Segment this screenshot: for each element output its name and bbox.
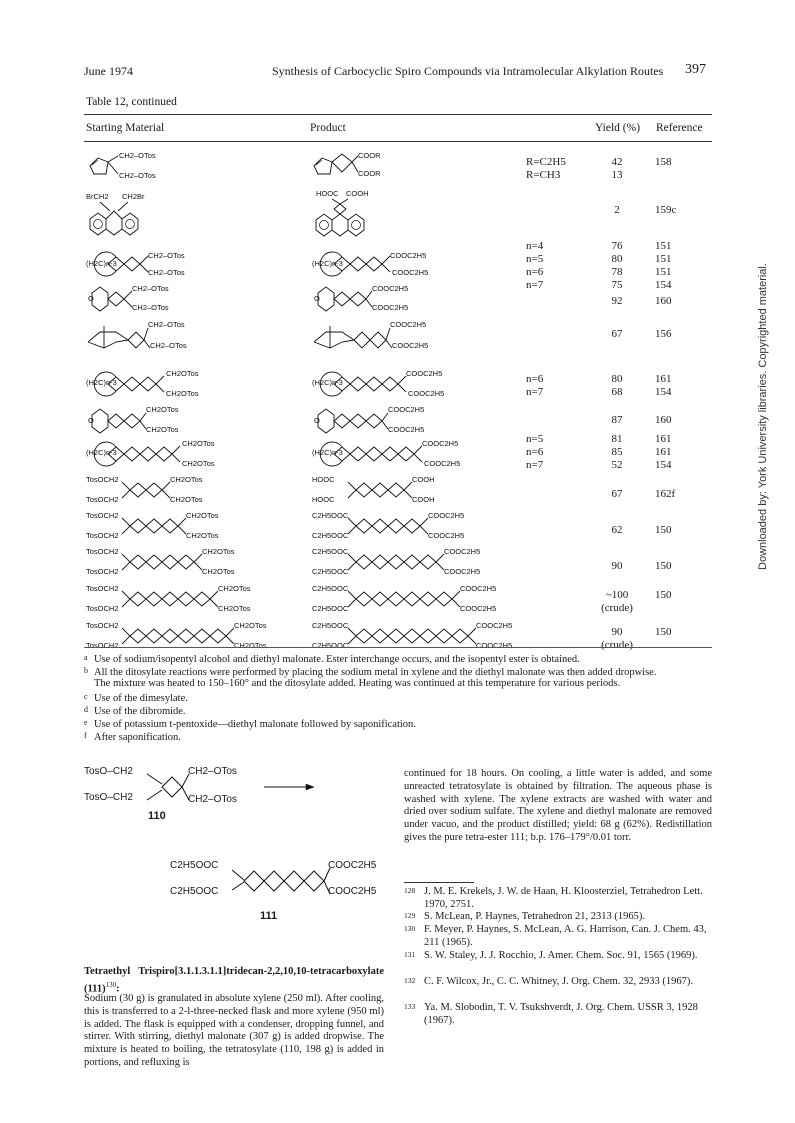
ref: 159c xyxy=(655,204,677,216)
reaction-scheme xyxy=(84,762,384,932)
sm-label: TosOCH2 xyxy=(86,475,119,484)
scheme-label: C2H5OOC xyxy=(170,886,219,897)
structure-sm-row1 xyxy=(86,193,196,241)
sm-label: CH2–OTos xyxy=(132,303,169,312)
spiro-anthracene-svg xyxy=(312,190,422,242)
sm-label: CH2OTos xyxy=(182,459,215,468)
sm-label: CH2OTos xyxy=(234,641,267,650)
pr-label: COOH xyxy=(412,475,435,484)
pr-label: COOC2H5 xyxy=(444,547,481,556)
pr-label: C2H5OOC xyxy=(312,604,349,613)
reference-130: 130 F. Meyer, P. Haynes, S. McLean, A. G. Harrison, Can. J. Chem. 43, 211 (1965). xyxy=(404,924,707,948)
pr-label: COOC2H5 xyxy=(424,459,461,468)
pr-label: COOH xyxy=(412,495,435,504)
pr-label: O xyxy=(314,294,320,303)
footnote-b: b All the ditosylate reactions were performed by placing the sodium metal in xylene and the diethyl malonate was then added dropwise. xyxy=(84,666,657,678)
ref: 150 xyxy=(655,626,672,638)
reference-128: 128 J. M. E. Krekels, J. W. de Haan, H. Kloosterziel, Tetrahedron Lett. 1970, 2751. xyxy=(404,886,703,910)
pr-label: C2H5OOC xyxy=(312,621,349,630)
pr-label: COOC2H5 xyxy=(428,511,465,520)
yield: 67 xyxy=(611,488,623,500)
cond: n=5 xyxy=(526,253,544,265)
dihydroanthracene-svg xyxy=(86,193,196,241)
pr-label: (H2C)n-3 xyxy=(312,259,343,268)
pr-label: COOC2H5 xyxy=(476,621,513,630)
ref: 151 xyxy=(655,266,672,278)
pr-label: COOC2H5 xyxy=(406,369,443,378)
pr-label: (H2C)n-3 xyxy=(312,378,343,387)
reference-131: 131 S. W. Staley, J. J. Rocchio, J. Amer. Chem. Soc. 91, 1565 (1969). xyxy=(404,950,698,961)
pr-label: COOC2H5 xyxy=(372,284,409,293)
scheme-label: TosO–CH2 xyxy=(84,766,133,777)
pr-label: COOC2H5 xyxy=(388,425,425,434)
references-rule xyxy=(404,882,474,883)
col-starting-material: Starting Material xyxy=(86,122,165,134)
pr-label: COOC2H5 xyxy=(408,389,445,398)
sm-label: CH2–OTos xyxy=(150,341,187,350)
footnote-mark: f xyxy=(84,731,87,740)
sm-label: CH2OTos xyxy=(166,369,199,378)
yield: 92 xyxy=(611,295,623,307)
ref: 154 xyxy=(655,279,672,291)
sm-label: CH2–OTos xyxy=(132,284,169,293)
yield: 68 xyxy=(611,386,623,398)
cond: R=CH3 xyxy=(526,169,561,181)
pr-label: O xyxy=(314,416,320,425)
cond: n=7 xyxy=(526,279,544,291)
ref: 160 xyxy=(655,295,672,307)
sm-label: CH2–OTos xyxy=(119,151,156,160)
structure-sm-row5 xyxy=(86,368,216,400)
procedure-continued: continued for 18 hours. On cooling, a little water is added, and some unreacted tetratosylate is obtained by filtration. The aqueous phase is washed with xylene. The xylene extracts are washed with water and dried over sodium sulfate. The xylene and diethyl malonate are removed under vacuo, and the product distilled; yield: 68 g (62%). Redistillation gives the pure tetra-ester 111; b.p. 176–179°/0.01 torr. xyxy=(404,768,712,843)
yield: 2 xyxy=(614,204,620,216)
structure-pr-row2 xyxy=(312,247,462,279)
pr-label: COOC2H5 xyxy=(388,405,425,414)
cond: n=5 xyxy=(526,433,544,445)
structure-sm-row7 xyxy=(86,438,236,470)
sm-label: CH2OTos xyxy=(218,584,251,593)
pr-label: COOC2H5 xyxy=(392,341,429,350)
cond: R=C2H5 xyxy=(526,156,566,168)
pr-label: C2H5OOC xyxy=(312,547,349,556)
sm-label: O xyxy=(88,416,94,425)
footnote-c: c Use of the dimesylate. xyxy=(84,692,188,704)
yield: 52 xyxy=(611,459,623,471)
structure-pr-row3 xyxy=(312,283,442,315)
pr-label: C2H5OOC xyxy=(312,584,349,593)
yield: 62 xyxy=(611,524,623,536)
sm-label: CH2OTos xyxy=(170,495,203,504)
ref: 161 xyxy=(655,446,672,458)
structure-pr-row0 xyxy=(312,152,422,188)
pr-label: COOC2H5 xyxy=(422,439,459,448)
reference-129: 129 S. McLean, P. Haynes, Tetrahedron 21, 2313 (1965). xyxy=(404,911,645,922)
sm-label: TosOCH2 xyxy=(86,641,119,650)
sm-label: CH2OTos xyxy=(166,389,199,398)
ref: 162f xyxy=(655,488,676,500)
sm-label: CH2OTos xyxy=(182,439,215,448)
ref: 154 xyxy=(655,459,672,471)
cond: n=6 xyxy=(526,446,544,458)
header-date: June 1974 xyxy=(84,64,133,78)
yield: 80 xyxy=(611,373,623,385)
structure-pr-row5 xyxy=(312,368,482,400)
sm-label: CH2–OTos xyxy=(148,320,185,329)
pr-label: COOC2H5 xyxy=(476,641,513,650)
structure-sm-row4 xyxy=(86,318,206,354)
sm-label: CH2OTos xyxy=(202,547,235,556)
ref: 154 xyxy=(655,386,672,398)
reference-133: 133 Ya. M. Slobodin, T. V. Tsukshverdt, J. Org. Chem. USSR 3, 1928 (1967). xyxy=(404,1002,698,1026)
running-title: Synthesis of Carbocyclic Spiro Compounds via Intramolecular Alkylation Routes xyxy=(272,64,664,78)
cond: n=6 xyxy=(526,266,544,278)
sm-label: TosOCH2 xyxy=(86,547,119,556)
pr-label: COOC2H5 xyxy=(460,584,497,593)
yield: 67 xyxy=(611,328,623,340)
structure-pr-row1 xyxy=(312,190,422,242)
yield: 90 xyxy=(611,560,623,572)
yield: 13 xyxy=(611,169,623,181)
pr-label: COOH xyxy=(346,189,369,198)
structure-pr-row6 xyxy=(312,405,462,437)
sm-label: CH2OTos xyxy=(146,405,179,414)
pr-label: COOC2H5 xyxy=(444,567,481,576)
pr-label: C2H5OOC xyxy=(312,511,349,520)
procedure-heading: Tetraethyl Trispiro[3.1.1.3.1.1]tridecan-2,2,10,10-tetracarboxylate $(111)^{130}$: xyxy=(84,966,384,995)
sm-label: BrCH2 xyxy=(86,192,109,201)
sm-label: CH2OTos xyxy=(186,531,219,540)
pr-label: COOC2H5 xyxy=(392,268,429,277)
ref: 158 xyxy=(655,156,672,168)
cond: n=6 xyxy=(526,373,544,385)
footnote-f: f After saponification. xyxy=(84,731,181,743)
yield: 78 xyxy=(611,266,623,278)
footnote-a: a Use of sodium/isopentyl alcohol and diethyl malonate. Ester interchange occurs, and the isopentyl ester is obtained. xyxy=(84,653,580,665)
sm-label: CH2OTos xyxy=(170,475,203,484)
sm-label: CH2OTos xyxy=(234,621,267,630)
pr-label: C2H5OOC xyxy=(312,641,349,650)
yield: 75 xyxy=(611,279,623,291)
pr-label: (H2C)n-3 xyxy=(312,448,343,457)
yield: 81 xyxy=(611,433,623,445)
procedure-text: Sodium (30 g) is granulated in absolute xylene (250 ml). After cooling, this is transferred to a 2-l-three-necked flask and more xylene (950 ml) is added. The flask is equipped with a condenser, dropping funnel, and stirrer. With stirring, diethyl malonate (307 g) is added dropwise. The mixture is heated to boiling, the tetratosylate (110, 198 g) is added in portions, and refluxing is xyxy=(84,993,384,1068)
sm-label: TosOCH2 xyxy=(86,604,119,613)
footnote-mark: a xyxy=(84,653,88,662)
footnote-mark: c xyxy=(84,692,88,701)
pr-label: HOOC xyxy=(312,475,335,484)
footnote-mark: b xyxy=(84,666,88,675)
page-number: 397 xyxy=(685,62,706,77)
structure-sm-row0 xyxy=(86,152,196,188)
sm-label: CH2OTos xyxy=(202,567,235,576)
ref: 160 xyxy=(655,414,672,426)
sm-label: CH2OTos xyxy=(186,511,219,520)
footnote-e: e Use of potassium t-pentoxide—diethyl malonate followed by saponification. xyxy=(84,718,416,730)
col-yield: Yield (%) xyxy=(595,122,641,134)
pr-label: HOOC xyxy=(316,189,339,198)
sm-label: CH2–OTos xyxy=(119,171,156,180)
sm-label: TosOCH2 xyxy=(86,567,119,576)
scheme-label: C2H5OOC xyxy=(170,860,219,871)
sm-label: CH2Br xyxy=(122,192,145,201)
bicyclic-spiro-svg xyxy=(86,318,206,354)
yield: ~100 xyxy=(605,589,629,601)
footnote-mark: d xyxy=(84,705,88,714)
yield: 85 xyxy=(611,446,623,458)
footnote-mark: e xyxy=(84,718,88,727)
compound-number-111: 111 xyxy=(260,910,278,922)
yield: 87 xyxy=(611,414,623,426)
cond: n=4 xyxy=(526,240,544,252)
scheme-label: COOC2H5 xyxy=(328,886,377,897)
cond: n=7 xyxy=(526,459,544,471)
sm-label: TosOCH2 xyxy=(86,531,119,540)
ref: 150 xyxy=(655,560,672,572)
sm-label: O xyxy=(88,294,94,303)
yield: 90 xyxy=(611,626,623,638)
scheme-label: CH2–OTos xyxy=(188,766,237,777)
spiro-chain-svg xyxy=(86,585,326,615)
pr-label: HOOC xyxy=(312,495,335,504)
ref: 161 xyxy=(655,433,672,445)
sm-label: (H2C)n-3 xyxy=(86,378,117,387)
footnote-d: d Use of the dibromide. xyxy=(84,705,186,717)
compound-number-110: 110 xyxy=(148,810,166,822)
structure-pr-row4 xyxy=(312,318,442,354)
structure-pr-row7 xyxy=(312,438,502,470)
sm-label: TosOCH2 xyxy=(86,584,119,593)
sm-label: TosOCH2 xyxy=(86,621,119,630)
yield: 76 xyxy=(611,240,623,252)
pr-label: COOC2H5 xyxy=(372,303,409,312)
table-header-rule xyxy=(84,141,712,142)
yield: (crude) xyxy=(601,602,633,614)
sm-label: (H2C)n-3 xyxy=(86,259,117,268)
scheme-label: COOC2H5 xyxy=(328,860,377,871)
yield: (crude) xyxy=(601,639,633,651)
sm-label: TosOCH2 xyxy=(86,511,119,520)
scheme-label: CH2–OTos xyxy=(188,794,237,805)
scheme-svg xyxy=(84,762,384,932)
pr-label: C2H5OOC xyxy=(312,567,349,576)
sm-label: TosOCH2 xyxy=(86,495,119,504)
reference-132: 132 C. F. Wilcox, Jr., C. C. Whitney, J. Org. Chem. 32, 2933 (1967). xyxy=(404,976,694,987)
yield: 80 xyxy=(611,253,623,265)
oxo-trispiro-svg xyxy=(312,405,462,437)
pr-label: COOR xyxy=(358,169,381,178)
structure-sm-row6 xyxy=(86,405,216,437)
cond: n=7 xyxy=(526,386,544,398)
yield: 42 xyxy=(611,156,623,168)
spiro-chain-svg xyxy=(86,476,326,506)
table-bottom-rule xyxy=(84,647,712,648)
ref: 151 xyxy=(655,240,672,252)
ref: 161 xyxy=(655,373,672,385)
sm-label: CH2–OTos xyxy=(148,251,185,260)
pr-label: COOC2H5 xyxy=(428,531,465,540)
structure-sm-row2 xyxy=(86,247,216,279)
pr-label: COOC2H5 xyxy=(460,604,497,613)
ref: 151 xyxy=(655,253,672,265)
sm-label: (H2C)n-3 xyxy=(86,448,117,457)
structure-sm-row3 xyxy=(86,283,206,315)
col-reference: Reference xyxy=(656,122,703,134)
table-top-rule xyxy=(84,114,712,115)
sm-label: CH2OTos xyxy=(218,604,251,613)
col-product: Product xyxy=(310,122,346,134)
pr-label: COOC2H5 xyxy=(390,320,427,329)
footnote-b-continued: The mixture was heated to 150–160° and the ditosylate added. Heating was continued at this temperature for various periods. xyxy=(94,678,621,689)
ref: 150 xyxy=(655,589,672,601)
pr-label: C2H5OOC xyxy=(312,531,349,540)
sm-label: CH2–OTos xyxy=(148,268,185,277)
scheme-label: TosO–CH2 xyxy=(84,792,133,803)
pr-label: COOC2H5 xyxy=(390,251,427,260)
table-caption: Table 12, continued xyxy=(86,96,177,108)
pr-label: COOR xyxy=(358,151,381,160)
ref: 150 xyxy=(655,524,672,536)
ref: 156 xyxy=(655,328,672,340)
sm-label: CH2OTos xyxy=(146,425,179,434)
download-notice: Downloaded by: York University libraries. Copyrighted material. xyxy=(757,263,769,570)
